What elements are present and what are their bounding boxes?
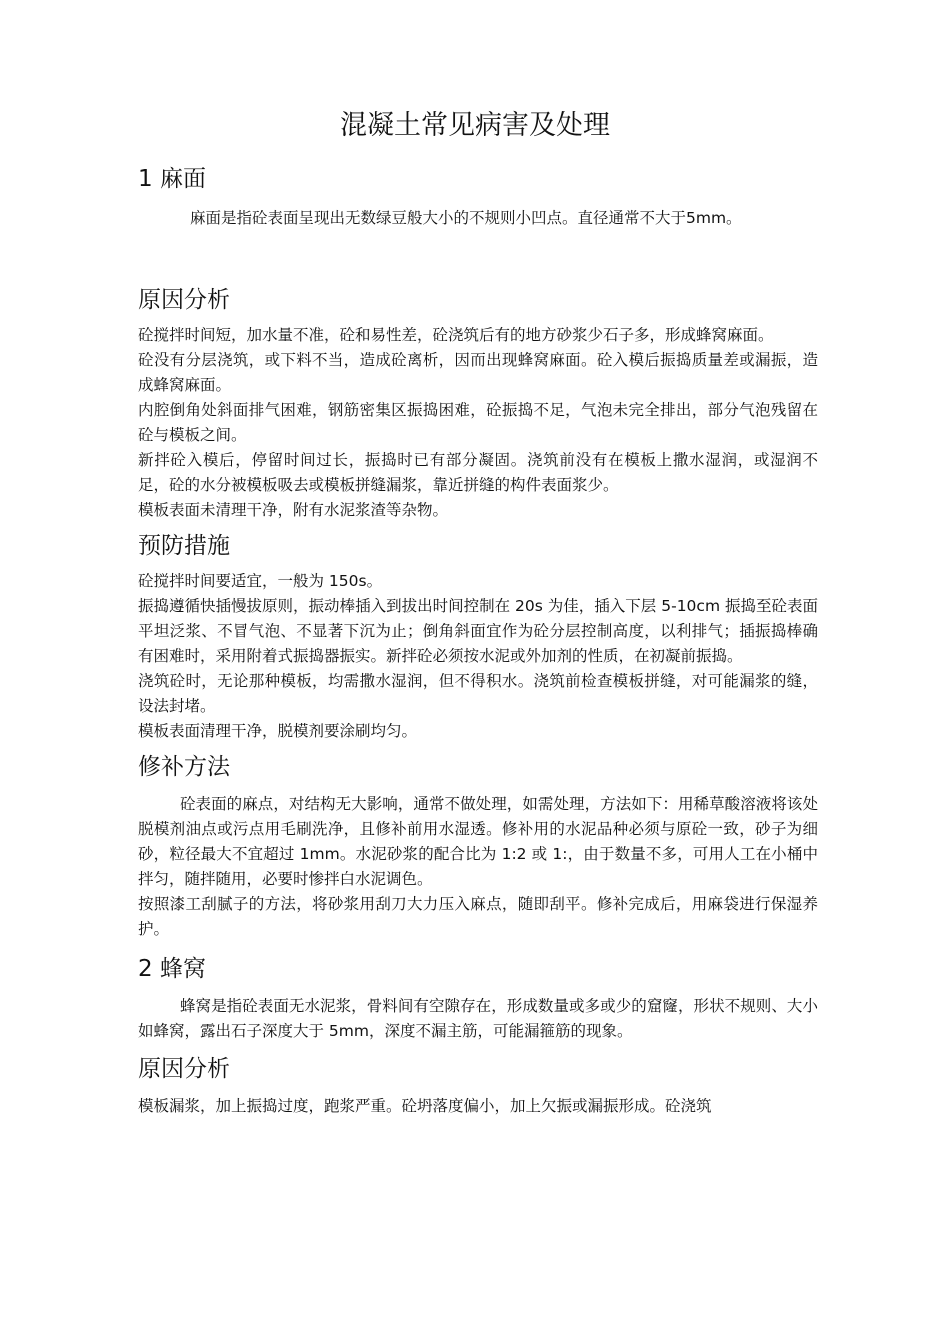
subheading-prevention: 预防措施 <box>138 533 230 559</box>
paragraph-fengwo-cause: 模板漏浆，加上振捣过度，跑浆严重。砼坍落度偏小，加上欠振或漏振形成。砼浇筑 <box>138 1097 712 1115</box>
cause-item: 砼搅拌时间短，加水量不准，砼和易性差，砼浇筑后有的地方砂浆少石子多，形成蜂窝麻面。 <box>138 326 774 344</box>
paragraph-mamian-definition: 麻面是指砼表面呈现出无数绿豆般大小的不规则小凹点。直径通常不大于5mm。 <box>190 209 742 227</box>
prevention-item: 砼搅拌时间要适宜，一般为 150s。 <box>138 572 383 590</box>
paragraph-fengwo-definition: 蜂窝是指砼表面无水泥浆，骨料间有空隙存在，形成数量或多或少的窟窿，形状不规则、大小如蜂窝，露出石子深度大于 5mm，深度不漏主筋，可能漏箍筋的现象。 <box>138 997 818 1040</box>
cause-item: 模板表面未清理干净，附有水泥浆渣等杂物。 <box>138 501 449 519</box>
document-title: 混凝土常见病害及处理 <box>340 110 610 141</box>
prevention-list <box>138 569 818 744</box>
cause-item: 内腔倒角处斜面排气困难，钢筋密集区振捣困难，砼振捣不足，气泡未完全排出，部分气泡残留在砼与模板之间。 <box>138 401 818 444</box>
cause-list <box>138 323 818 523</box>
cause-item: 砼没有分层浇筑，或下料不当，造成砼离析，因而出现蜂窝麻面。砼入模后振捣质量差或漏振，造成蜂窝麻面。 <box>138 351 818 394</box>
section-heading-mamian: 1 麻面 <box>138 166 206 192</box>
section-heading-fengwo: 2 蜂窝 <box>138 956 206 982</box>
prevention-item: 振捣遵循快插慢拔原则，振动棒插入到拔出时间控制在 20s 为佳，插入下层 5-10cm 振捣至砼表面平坦泛浆、不冒气泡、不显著下沉为止；倒角斜面宜作为砼分层控制高度，以利排气；插振捣棒确有困难时，采用附着式振捣器振实。新拌砼必须按水泥或外加剂的性质，在初凝前振捣。 <box>138 597 818 665</box>
subheading-cause-analysis: 原因分析 <box>138 1056 230 1082</box>
subheading-repair: 修补方法 <box>138 754 230 780</box>
prevention-item: 模板表面清理干净，脱模剂要涂刷均匀。 <box>138 722 418 740</box>
cause-item: 新拌砼入模后，停留时间过长，振捣时已有部分凝固。浇筑前没有在模板上撒水湿润，或湿润不足，砼的水分被模板吸去或模板拼缝漏浆，靠近拼缝的构件表面浆少。 <box>138 451 818 494</box>
paragraph-repair: 按照漆工刮腻子的方法，将砂浆用刮刀大力压入麻点，随即刮平。修补完成后，用麻袋进行保湿养护。 <box>138 895 818 938</box>
document-body <box>138 160 818 1119</box>
subheading-cause-analysis: 原因分析 <box>138 287 230 313</box>
prevention-item: 浇筑砼时，无论那种模板，均需撒水湿润，但不得积水。浇筑前检查模板拼缝，对可能漏浆的缝，设法封堵。 <box>138 672 818 715</box>
paragraph-repair: 砼表面的麻点，对结构无大影响，通常不做处理，如需处理，方法如下：用稀草酸溶液将该处脱模剂油点或污点用毛刷洗净，且修补前用水湿透。修补用的水泥品种必须与原砼一致，砂子为细砂，粒径最大不宜超过 1mm。水泥砂浆的配合比为 1:2 或 1:，由于数量不多，可用人工在小桶中拌匀，随拌随用，必要时惨拌白水泥调色。 <box>138 795 818 888</box>
